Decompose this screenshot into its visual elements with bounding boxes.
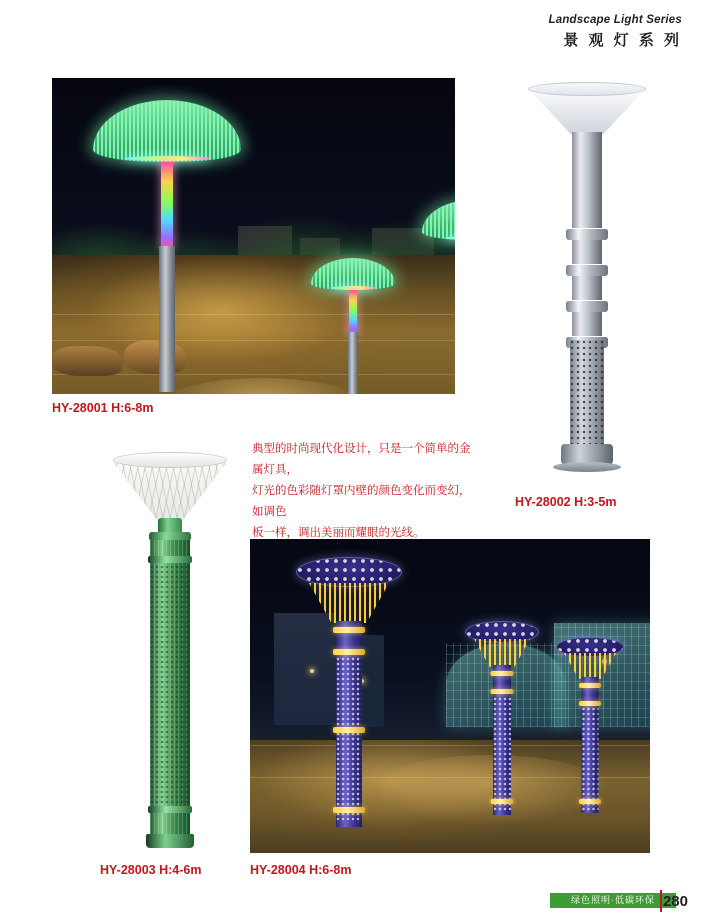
post-ring (566, 228, 608, 240)
pole-band (491, 671, 514, 676)
product-photo-hy-28001 (52, 78, 455, 394)
product-photo-hy-28003 (96, 450, 244, 856)
lamp-pole (348, 332, 358, 394)
lamp-base-foot (553, 462, 621, 472)
post-band (148, 806, 192, 813)
post-band (148, 556, 192, 563)
header-english-title: Landscape Light Series (548, 14, 682, 26)
fan-rays (564, 653, 616, 679)
led-dot-array (297, 558, 401, 586)
perforated-section (570, 340, 604, 448)
post-ring (566, 264, 608, 276)
product-code-hy-28004: HY-28004 H:6-8m (250, 863, 352, 877)
fan-lamp-head (93, 100, 241, 162)
product-photo-hy-28002 (498, 78, 676, 488)
product-code-hy-28001: HY-28001 H:6-8m (52, 401, 154, 415)
green-post-light (96, 450, 244, 856)
pole-band (333, 807, 365, 813)
lamp-shade-rim (113, 452, 227, 468)
lamp-head-ring (296, 557, 402, 587)
led-fan-lamp (92, 96, 242, 386)
rgb-light-column (161, 162, 173, 248)
page-number: 280 (662, 893, 688, 910)
purple-fan-lamp (462, 621, 542, 821)
pole-band (333, 649, 365, 655)
pole-band (579, 683, 601, 688)
rgb-light-column (349, 290, 357, 334)
caption-hy-28003 (100, 863, 201, 877)
perforated-section (150, 560, 190, 810)
caption-hy-28002 (515, 495, 616, 509)
pole-band (491, 799, 514, 804)
metal-post-light (498, 78, 676, 488)
post-ring (566, 300, 608, 312)
product-description (252, 438, 480, 543)
fan-lamp-head (422, 200, 455, 240)
pole-band (491, 689, 514, 694)
footer-green-banner: 绿色照明·低碳环保 (550, 893, 676, 908)
product-photo-hy-28004 (250, 539, 650, 853)
footer-divider (660, 890, 662, 912)
lamp-pole (159, 246, 175, 392)
perforated-section (493, 697, 511, 811)
caption-hy-28004 (250, 863, 351, 877)
pole-band (333, 727, 365, 733)
pole-band (333, 627, 365, 633)
description-line-3: 板一样，调出美丽而耀眼的光线。 (252, 525, 425, 539)
purple-fan-lamp (552, 637, 628, 817)
fan-lamp-rim (124, 156, 210, 161)
lamp-base (146, 834, 194, 848)
led-fan-lamp (310, 256, 396, 394)
fan-rays (309, 583, 389, 623)
pole-band (579, 799, 601, 804)
purple-fan-lamp (294, 557, 404, 833)
perforated-section (336, 657, 362, 823)
fan-rays (474, 639, 530, 667)
product-code-hy-28003: HY-28003 H:4-6m (100, 863, 202, 877)
product-code-hy-28002: HY-28002 H:3-5m (515, 495, 617, 509)
led-fan-lamp (422, 198, 455, 394)
lamp-shade-rim (528, 82, 646, 96)
description-line-2: 灯光的色彩随灯罩内壁的颜色变化而变幻，如调色 (252, 483, 471, 518)
caption-hy-28001 (52, 401, 153, 415)
perforated-section (582, 707, 599, 811)
header-chinese-title: 景 观 灯 系 列 (563, 32, 682, 49)
description-line-1: 典型的时尚现代化设计，只是一个简单的金属灯具， (252, 441, 471, 476)
pole-band (579, 701, 601, 706)
page-header (549, 14, 683, 50)
